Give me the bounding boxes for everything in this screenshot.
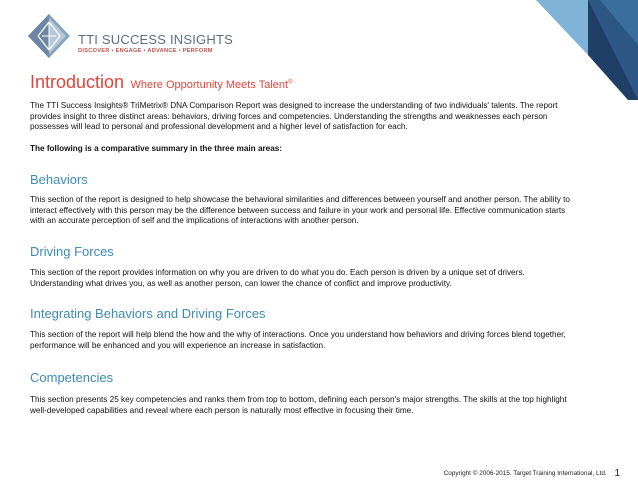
section-text-integrating: This section of the report will help blend the how and the why of interactions. Once you understand how behaviors and driving forces blend together, performance will be enhanced and you will experience an increase in satisfaction.: [30, 330, 566, 350]
page-title: [30, 72, 292, 93]
registered-mark: ®: [288, 79, 293, 86]
tti-logo: [28, 14, 233, 64]
summary-line: The following is a comparative summary in the three main areas:: [30, 144, 283, 153]
diamond-logo-icon: [28, 14, 70, 58]
subtitle-text: Where Opportunity Meets Talent: [130, 79, 289, 91]
logo-tagline: DISCOVER • ENGAGE • ADVANCE • PERFORM: [78, 48, 213, 54]
copyright-text: Copyright © 2006-2015. Target Training International, Ltd.: [443, 470, 607, 477]
page-number: 1: [614, 468, 620, 479]
section-text-driving-forces: This section of the report provides information on why you are driven to do what you do. Each person is driven by a unique set of drivers. Understanding what drives you, as well as another person, can lower the chance of conflict and improve productivity.: [30, 268, 525, 288]
section-text-competencies: This section presents 25 key competencies and ranks them from top to bottom, defining each person's major strengths. The skills at the top highlight well-developed capabilities and reveal where each person is naturally most effective in focusing their time.: [30, 395, 567, 415]
section-heading-driving-forces: Driving Forces: [30, 244, 114, 259]
section-heading-integrating: Integrating Behaviors and Driving Forces: [30, 306, 266, 321]
page-footer: [444, 468, 620, 479]
section-heading-behaviors: Behaviors: [30, 172, 88, 187]
title-main: Introduction: [30, 72, 125, 92]
logo-wordmark: TTI SUCCESS INSIGHTS: [78, 32, 233, 47]
section-heading-competencies: Competencies: [30, 370, 114, 385]
corner-decoration: [488, 0, 638, 100]
section-text-behaviors: This section of the report is designed to help showcase the behavioral similarities and differences between yourself and another person. The ability to interact effectively with this person may be the difference between success and failure in your work and personal life. Effective communication starts with an accurate perception of self and the implications of interactions with another person.: [30, 195, 570, 226]
title-subtitle: [131, 79, 293, 91]
intro-paragraph: The TTI Success Insights® TriMetrix® DNA Comparison Report was designed to increase the understanding of two individuals' talents. The report provides insight to three distinct areas: behaviors, driving forces and competencies. Understanding the strengths and weaknesses each person possesses will lead to personal and professional development and a higher level of satisfaction for each.: [30, 101, 558, 132]
